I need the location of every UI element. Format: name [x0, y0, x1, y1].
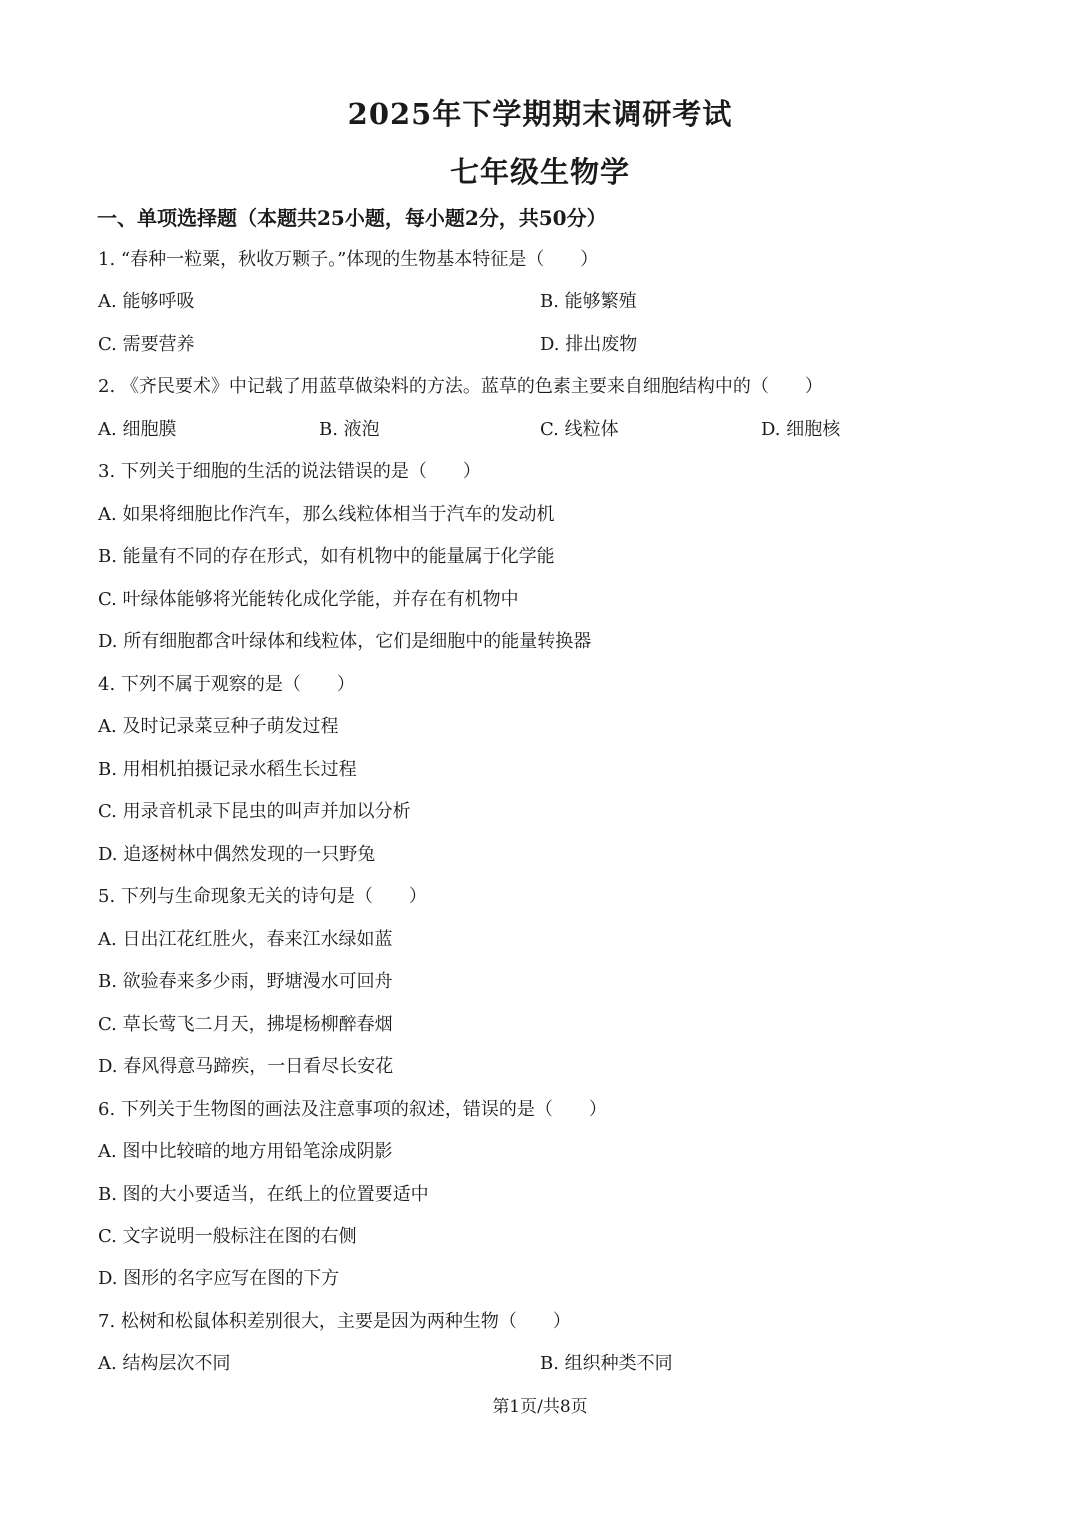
question-3-option-d: D. 所有细胞都含叶绿体和线粒体，它们是细胞中的能量转换器	[98, 631, 592, 652]
question-5-stem: 5. 下列与生命现象无关的诗句是（ ）	[98, 886, 427, 907]
question-2-option-a: A. 细胞膜	[98, 419, 177, 440]
question-1-option-d: D. 排出废物	[540, 334, 638, 355]
question-4-option-a: A. 及时记录菜豆种子萌发过程	[98, 716, 339, 737]
question-1-option-c: C. 需要营养	[98, 334, 195, 355]
question-5-option-a: A. 日出江花红胜火，春来江水绿如蓝	[98, 929, 393, 950]
question-6-option-c: C. 文字说明一般标注在图的右侧	[98, 1226, 357, 1247]
section-heading: 一、单项选择题（本题共25小题，每小题2分，共50分）	[97, 206, 607, 230]
question-4-option-c: C. 用录音机录下昆虫的叫声并加以分析	[98, 801, 411, 822]
question-2-option-d: D. 细胞核	[761, 419, 841, 440]
question-4-option-d: D. 追逐树林中偶然发现的一只野兔	[98, 844, 376, 865]
question-5-option-d: D. 春风得意马蹄疾，一日看尽长安花	[98, 1056, 394, 1077]
question-2-option-c: C. 线粒体	[540, 419, 619, 440]
question-6-option-a: A. 图中比较暗的地方用铅笔涂成阴影	[98, 1141, 393, 1162]
exam-subject: 七年级生物学	[449, 155, 630, 189]
question-7-option-a: A. 结构层次不同	[98, 1353, 231, 1374]
question-3-option-a: A. 如果将细胞比作汽车，那么线粒体相当于汽车的发动机	[98, 504, 555, 525]
question-4-option-b: B. 用相机拍摄记录水稻生长过程	[98, 759, 357, 780]
question-2-option-b: B. 液泡	[319, 419, 380, 440]
question-3-option-c: C. 叶绿体能够将光能转化成化学能，并存在有机物中	[98, 589, 519, 610]
question-2-stem: 2. 《齐民要术》中记载了用蓝草做染料的方法。蓝草的色素主要来自细胞结构中的（ ）	[98, 376, 823, 397]
question-3-option-b: B. 能量有不同的存在形式，如有机物中的能量属于化学能	[98, 546, 555, 567]
question-1-option-a: A. 能够呼吸	[98, 291, 195, 312]
question-6-stem: 6. 下列关于生物图的画法及注意事项的叙述，错误的是（ ）	[98, 1099, 607, 1120]
question-7-option-b: B. 组织种类不同	[540, 1353, 673, 1374]
page-number: 第1页/共8页	[492, 1397, 588, 1417]
question-5-option-b: B. 欲验春来多少雨，野塘漫水可回舟	[98, 971, 393, 992]
question-6-option-b: B. 图的大小要适当，在纸上的位置要适中	[98, 1184, 429, 1205]
question-7-stem: 7. 松树和松鼠体积差别很大，主要是因为两种生物（ ）	[98, 1311, 571, 1332]
question-3-stem: 3. 下列关于细胞的生活的说法错误的是（ ）	[98, 461, 481, 482]
question-4-stem: 4. 下列不属于观察的是（ ）	[98, 674, 355, 695]
question-6-option-d: D. 图形的名字应写在图的下方	[98, 1268, 340, 1289]
question-1-stem: 1. “春种一粒粟，秋收万颗子。”体现的生物基本特征是（ ）	[98, 249, 599, 270]
exam-title: 2025年下学期期末调研考试	[347, 97, 733, 131]
question-5-option-c: C. 草长莺飞二月天，拂堤杨柳醉春烟	[98, 1014, 393, 1035]
question-1-option-b: B. 能够繁殖	[540, 291, 637, 312]
